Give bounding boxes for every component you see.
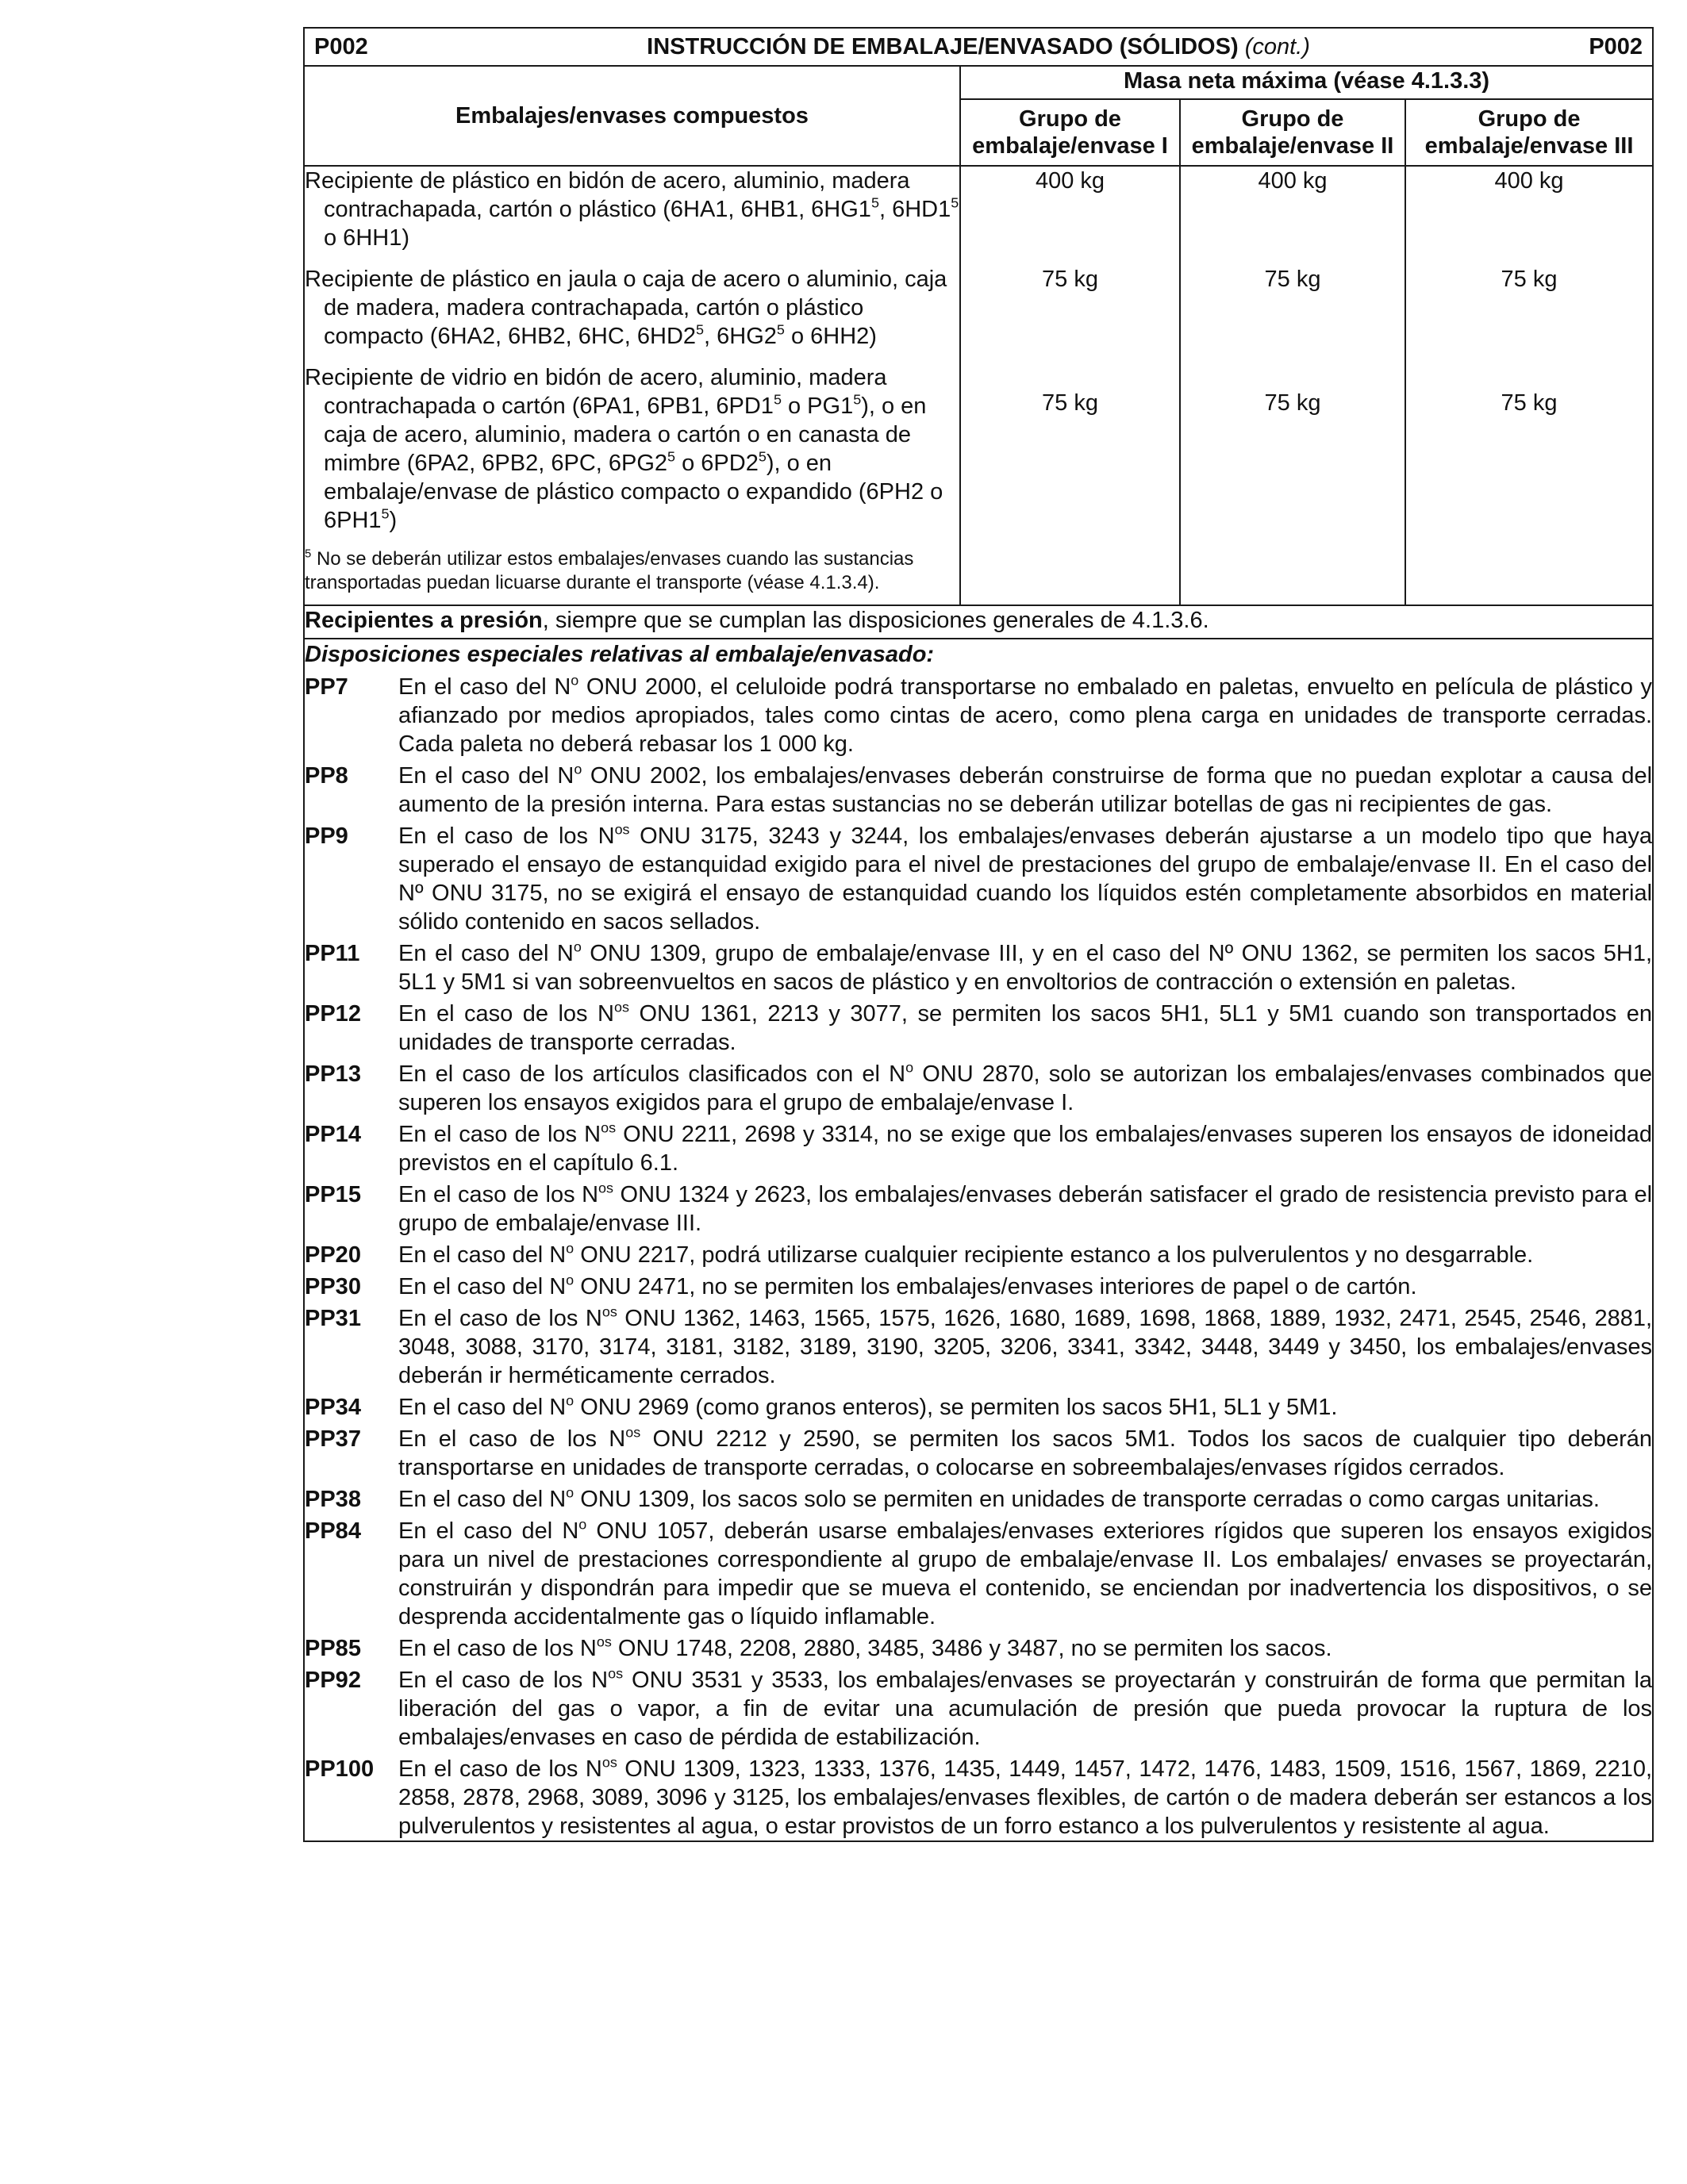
provision-pp13 bbox=[305, 1060, 1652, 1117]
provision-pp12 bbox=[305, 1000, 1652, 1057]
footnote: $^5$ No se deberán utilizar estos embalajes/envases cuando las sustancias transportadas puedan licuarse durante el transporte (véase 4.1.3.4). bbox=[305, 547, 914, 593]
provision-pp7 bbox=[305, 673, 1652, 758]
provision-text: En el caso del $N^o$ ONU 2002, los embalajes/envases deberán construirse de forma que no puedan explotar a causa del aumento de la presión interna. Para estas sustancias no se deberán utilizar botellas de gas ni recipientes de gas. bbox=[398, 761, 1653, 817]
packing-group-iii-header: Grupo de embalaje/envase III bbox=[1424, 106, 1634, 159]
provision-code: PP14 bbox=[305, 1122, 361, 1147]
masa-row bbox=[304, 66, 1653, 99]
provision-text: En el caso de los $N^{os}$ ONU 1309, 1323, 1333, 1376, 1435, 1449, 1457, 1472, 1476, 1483, 1509, 1516, 1567, 1869, 2210, 2858, 2878, 2968, 3089, 3096 y 3125, los embalajes/envases flexibles, de cartón o de madera deberán ser estancos a los pulverulentos y resistentes al agua, o estar provistos de un forro estanco a los pulverulentos y resistente al agua. bbox=[398, 1754, 1653, 1839]
packing-instruction-table bbox=[303, 27, 1654, 1842]
special-provisions-list bbox=[305, 673, 1652, 1840]
provision-pp34 bbox=[305, 1393, 1652, 1422]
packing-group-iii-values: 400 kg 75 kg 75 kg bbox=[1405, 166, 1653, 605]
packing-group-ii-values: 400 kg 75 kg 75 kg bbox=[1180, 166, 1405, 605]
provision-text: En el caso del $N^o$ ONU 2969 (como granos enteros), se permiten los sacos 5H1, 5L1 y 5M1. bbox=[398, 1392, 1338, 1420]
provision-text: En el caso de los artículos clasificados con el $N^o$ ONU 2870, solo se autorizan los embalajes/envases combinados que superen los ensayos exigidos para el grupo de embalaje/envase I. bbox=[398, 1059, 1653, 1115]
composite-item-glass: Recipiente de vidrio en bidón de acero, aluminio, madera contrachapada o cartón (6PA1, 6PB1, $6PD1^5$ o $PG1^5$), o en caja de acero, aluminio, madera o cartón o en canasta de mimbre (6PA2, 6PB2, 6PC, $6PG2^5$ o $6PD2^5$), o en embalaje/envase de plástico compacto o expandido (6PH2 o $6PH1^5$) bbox=[305, 365, 943, 533]
provision-pp31 bbox=[305, 1304, 1652, 1390]
provision-pp9 bbox=[305, 822, 1652, 936]
composite-packagings-header: Embalajes/envases compuestos bbox=[455, 103, 809, 129]
packing-group-i-header: Grupo de embalaje/envase I bbox=[972, 106, 1168, 159]
provision-code: PP31 bbox=[305, 1306, 361, 1331]
provision-pp14 bbox=[305, 1120, 1652, 1177]
title-row bbox=[304, 28, 1653, 66]
provision-text: En el caso de los $N^{os}$ ONU 1748, 2208, 2880, 3485, 3486 y 3487, no se permiten los sacos. bbox=[398, 1633, 1332, 1661]
provision-pp100 bbox=[305, 1755, 1652, 1840]
provision-pp85 bbox=[305, 1634, 1652, 1663]
provision-text: En el caso del $N^o$ ONU 1057, deberán usarse embalajes/envases exteriores rígidos que superen los ensayos exigidos para un nivel de prestaciones correspondiente al grupo de embalaje/envase II. Los embalajes/ envases se proyectarán, construirán y dispondrán para impedir que se mueva el contenido, se enciendan por inadvertencia los dispositivos, o se desprenda accidentalmente gas o líquido inflamable. bbox=[398, 1516, 1653, 1629]
provision-text: En el caso de los $N^{os}$ ONU 1362, 1463, 1565, 1575, 1626, 1680, 1689, 1698, 1868, 1889, 1932, 2471, 2545, 2546, 2881, 3048, 3088, 3170, 3174, 3181, 3182, 3189, 3190, 3205, 3206, 3341, 3342, 3448, 3449 y 3450, los embalajes/envases deberán ir herméticamente cerrados. bbox=[398, 1303, 1653, 1388]
packing-group-i-values: 400 kg 75 kg 75 kg bbox=[960, 166, 1180, 605]
provision-pp15 bbox=[305, 1180, 1652, 1238]
provision-code: PP7 bbox=[305, 674, 348, 700]
provision-pp37 bbox=[305, 1425, 1652, 1482]
provision-pp38 bbox=[305, 1485, 1652, 1514]
provision-text: En el caso del $N^o$ ONU 1309, grupo de embalaje/envase III, y en el caso del Nº ONU 1362, se permiten los sacos 5H1, 5L1 y 5M1 si van sobreenvueltos en sacos de plástico y en envoltorios de contracción o extensión en paletas. bbox=[398, 938, 1653, 995]
provision-code: PP100 bbox=[305, 1756, 375, 1782]
provision-code: PP84 bbox=[305, 1518, 361, 1544]
header-left-code: P002 bbox=[314, 34, 368, 59]
provision-text: En el caso del $N^o$ ONU 2000, el celuloide podrá transportarse no embalado en paletas, envuelto en película de plástico y afianzado por medios apropiados, tales como cintas de acero, como plena carga en unidades de transporte cerradas. Cada paleta no deberá rebasar los 1 000 kg. bbox=[398, 672, 1653, 757]
special-provisions-title: Disposiciones especiales relativas al embalaje/envasado: bbox=[305, 642, 935, 667]
provision-code: PP37 bbox=[305, 1426, 361, 1452]
provision-code: PP38 bbox=[305, 1487, 361, 1512]
provision-code: PP30 bbox=[305, 1274, 361, 1299]
provision-pp92 bbox=[305, 1666, 1652, 1752]
provision-code: PP13 bbox=[305, 1061, 361, 1087]
provision-code: PP12 bbox=[305, 1001, 361, 1027]
provision-text: En el caso de los $N^{os}$ ONU 3531 y 3533, los embalajes/envases se proyectarán y construirán de forma que permitan la liberación del gas o vapor, a fin de evitar una acumulación de presión que pueda provocar la ruptura de los embalajes/envases en caso de pérdida de estabilización. bbox=[398, 1665, 1653, 1750]
provision-text: En el caso del $N^o$ ONU 1309, los sacos solo se permiten en unidades de transporte cerradas o como cargas unitarias. bbox=[398, 1484, 1600, 1512]
provision-code: PP8 bbox=[305, 763, 348, 789]
provision-pp30 bbox=[305, 1272, 1652, 1301]
provision-pp20 bbox=[305, 1241, 1652, 1269]
provision-code: PP34 bbox=[305, 1395, 361, 1420]
provision-text: En el caso de los $N^{os}$ ONU 1361, 2213 y 3077, se permiten los sacos 5H1, 5L1 y 5M1 cuando son transportados en unidades de transporte cerradas. bbox=[398, 999, 1653, 1055]
provision-pp8 bbox=[305, 762, 1652, 819]
provision-code: PP11 bbox=[305, 941, 360, 966]
provision-code: PP15 bbox=[305, 1182, 361, 1207]
header-title-suffix: (cont.) bbox=[1244, 34, 1310, 59]
special-provisions-row bbox=[304, 639, 1653, 1841]
provision-text: En el caso de los $N^{os}$ ONU 1324 y 2623, los embalajes/envases deberán satisfacer el grado de resistencia previsto para el grupo de embalaje/envase III. bbox=[398, 1180, 1653, 1236]
provision-text: En el caso de los $N^{os}$ ONU 2212 y 2590, se permiten los sacos 5M1. Todos los sacos de cualquier tipo deberán transportarse en unidades de transporte cerradas, o colocarse en sobreembalajes/envases rígidos cerrados. bbox=[398, 1424, 1653, 1480]
packing-group-ii-header: Grupo de embalaje/envase II bbox=[1191, 106, 1394, 159]
composite-item-plastic-drum: Recipiente de plástico en bidón de acero, aluminio, madera contrachapada, cartón o plástico (6HA1, 6HB1, $6HG1^5$, $6HD1^5$ o 6HH1) bbox=[305, 168, 959, 251]
provision-code: PP20 bbox=[305, 1242, 361, 1268]
document bbox=[303, 27, 1652, 1842]
provision-text: En el caso de los $N^{os}$ ONU 2211, 2698 y 3314, no se exige que los embalajes/envases superen los ensayos de idoneidad previstos en el capítulo 6.1. bbox=[398, 1119, 1653, 1176]
provision-code: PP85 bbox=[305, 1636, 361, 1661]
provision-text: En el caso de los $N^{os}$ ONU 3175, 3243 y 3244, los embalajes/envases deberán ajustarse a un modelo tipo que haya superado el ensayo de estanquidad exigido para el nivel de prestaciones del grupo de embalaje/envase II. En el caso del Nº ONU 3175, no se exigirá el ensayo de estanquidad cuando los líquidos estén completamente absorbidos en material sólido contenido en sacos sellados. bbox=[398, 821, 1653, 935]
header-right-code: P002 bbox=[1589, 34, 1643, 59]
max-net-mass-header: Masa neta máxima (véase 4.1.3.3) bbox=[960, 66, 1653, 99]
provision-pp11 bbox=[305, 939, 1652, 996]
pressure-row bbox=[304, 605, 1653, 639]
provision-code: PP9 bbox=[305, 823, 348, 849]
composite-item-plastic-crate: Recipiente de plástico en jaula o caja de acero o aluminio, caja de madera, madera contrachapada, cartón o plástico compacto (6HA2, 6HB2, 6HC, $6HD2^5$, $6HG2^5$ o 6HH2) bbox=[305, 267, 947, 349]
provision-pp84 bbox=[305, 1517, 1652, 1631]
provision-text: En el caso del $N^o$ ONU 2217, podrá utilizarse cualquier recipiente estanco a los pulverulentos y no desgarrable. bbox=[398, 1240, 1534, 1268]
composite-rows bbox=[304, 166, 1653, 605]
provision-code: PP92 bbox=[305, 1668, 361, 1693]
pressure-receptacles-note: Recipientes a presión, siempre que se cumplan las disposiciones generales de 4.1.3.6. bbox=[304, 605, 1653, 639]
provision-text: En el caso del $N^o$ ONU 2471, no se permiten los embalajes/envases interiores de papel o de cartón. bbox=[398, 1272, 1417, 1299]
header-title: INSTRUCCIÓN DE EMBALAJE/ENVASADO (SÓLIDOS) (cont.) bbox=[647, 34, 1310, 59]
